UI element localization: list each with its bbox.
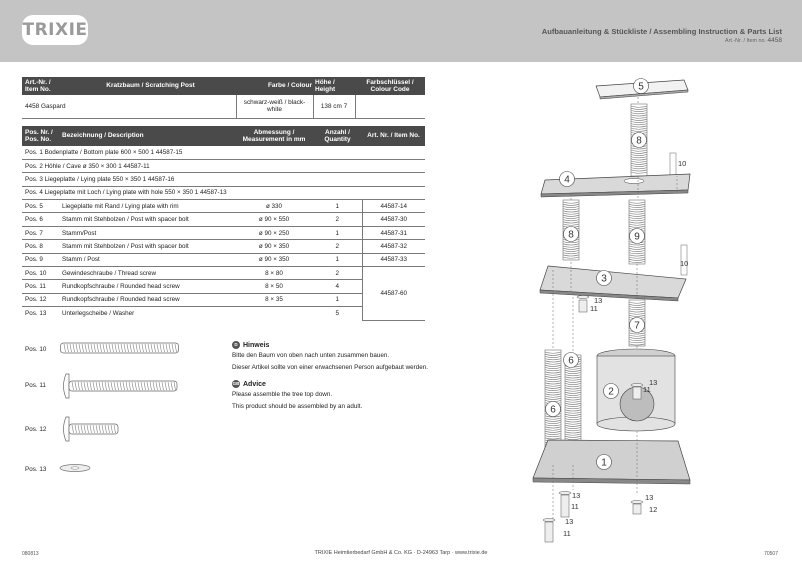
cell-pos: Pos. 13 [25,310,47,318]
label-10b: 10 [680,259,689,268]
cell-pos: Pos. 10 [22,267,59,280]
col-description: Bezeichnung / Description [59,126,235,146]
label-13c: 13 [572,491,581,500]
cell-desc: Stamm mit Stehbolzen / Post with spacer bolt [59,240,235,253]
footer-company: TRIXIE Heimtierbedarf GmbH & Co. KG · D-24963 Tarp · www.trixie.de [314,550,488,556]
callout-5: 5 [638,81,644,93]
cell-dim: ø 90 × 550 [235,213,313,226]
merged-row: Pos. 4 Liegeplatte mit Loch / Lying plate with hole 550 × 350 1 44587-13 [22,186,425,199]
cell-desc: Stamm/Post [59,226,235,239]
cell-item: 44587-32 [362,240,425,253]
cell-qty: 2 [313,213,362,226]
merged-row: Pos. 1 Bodenplatte / Bottom plate 600 × 500 1 44587-15 [22,146,425,159]
item-height: 138 cm 7 [313,95,355,118]
advice-line-2: This product should be assembled by an adult. [232,403,363,410]
table-row [22,240,425,253]
cell-item: 44587-30 [362,213,425,226]
table-row [22,213,425,226]
cell-desc: Liegeplatte mit Rand / Lying plate with rim [59,200,235,213]
merged-row: Pos. 2 Höhle / Cave ø 350 × 300 1 44587-11 [22,159,425,172]
hinweis-label: Hinweis [243,341,270,349]
hinweis-line-1: Bitte den Baum von oben nach unten zusammen bauen. [232,352,390,359]
label-11c: 11 [571,502,579,511]
label-11a: 11 [590,304,598,313]
washer-icon [58,463,92,473]
cell-dim: ø 90 × 250 [235,226,313,239]
callout-4: 4 [564,174,570,186]
callout-3: 3 [601,273,607,285]
col-scratching-post: Kratzbaum / Scratching Post [65,77,236,95]
cell-qty: 1 [313,293,362,306]
cell-desc: Gewindeschraube / Thread screw [59,267,235,280]
cell-item: 44587-31 [362,226,425,239]
table-row [22,200,425,213]
col-art-no: Art.-Nr. / Item No. [22,77,65,95]
cell-qty: 1 [313,200,362,213]
cell-dim: 8 × 50 [235,280,313,293]
cell-item-merged: 44587-60 [362,267,425,321]
lying-plate-part [540,266,686,301]
advice-title [232,380,266,388]
cell-pos: Pos. 11 [22,280,59,293]
item-colour-code [355,95,425,118]
header-bar [0,0,802,62]
callout-1: 1 [601,457,607,469]
footer-code-right: 70507 [764,551,778,557]
item-name: 4458 Gaspard [22,95,236,118]
hinweis-title [232,341,269,349]
cell-dim [235,307,313,320]
parts-table-header [22,126,425,146]
cell-dim: ø 90 × 350 [235,253,313,266]
hardware-label-pos13: Pos. 13 [25,466,47,473]
callout-6a: 6 [568,355,574,367]
table-row [22,186,425,199]
label-13d: 13 [645,493,654,502]
label-10a: 10 [678,159,687,168]
cell-pos: Pos. 12 [22,293,59,306]
hardware-label-pos10: Pos. 10 [25,346,47,353]
col-measurement: Abmessung / Measurement in mm [235,126,313,146]
col-colour: Farbe / Colour [236,77,313,95]
cell-pos: Pos. 8 [22,240,59,253]
hardware-label-pos12: Pos. 12 [25,426,47,433]
assembly-diagram [520,70,802,545]
footer-code-left: 080813 [22,551,39,557]
cell-item: 44587-33 [362,253,425,266]
callout-6b: 6 [550,404,556,416]
cell-dim: 8 × 80 [235,267,313,280]
cell-pos: Pos. 5 [22,200,59,213]
cell-pos: Pos. 9 [22,253,59,266]
col-quantity: Anzahl / Quantity [313,126,362,146]
advice-label: Advice [243,380,266,388]
item-colour: schwarz-weiß / black-white [236,95,313,118]
label-13b: 13 [649,378,658,387]
art-number: 4458 [767,37,782,44]
cell-dim: ø 90 × 350 [235,240,313,253]
parts-table [22,126,425,321]
cell-qty: 4 [313,280,362,293]
cell-desc: Unterlegscheibe / Washer [62,310,135,318]
callout-8a: 8 [636,135,642,147]
rounded-screw-short-icon [60,416,120,442]
document-title: Aufbauanleitung & Stückliste / Assembling Instruction & Parts List [541,27,782,36]
uk-flag-icon: GB [232,381,240,386]
table-row [22,173,425,186]
label-13e: 13 [565,517,574,526]
col-height: Höhe / Height [313,77,355,95]
cell-desc: Stamm mit Stehbolzen / Post with spacer bolt [59,213,235,226]
article-number [725,37,782,44]
cell-desc: Stamm / Post [59,253,235,266]
art-label: Art.-Nr. / Item no. [724,38,767,44]
brand-name: TRIXIE [22,20,88,40]
label-11d: 11 [563,529,571,538]
cell-desc: Rundkopfschraube / Rounded head screw [59,293,235,306]
table-row [22,159,425,172]
col-item-no: Art. Nr. / Item No. [362,126,425,146]
cell-desc: Rundkopfschraube / Rounded head screw [59,280,235,293]
german-flag-icon: D [232,341,240,349]
thread-screw-icon [60,341,180,355]
cell-dim: 8 × 35 [235,293,313,306]
advice-line-1: Please assemble the tree top down. [232,391,333,398]
label-11b: 11 [643,385,651,394]
table-row [22,267,425,280]
table-row [22,226,425,239]
callout-7: 7 [634,320,640,332]
table-row [22,146,425,159]
cell-item: 44587-14 [362,200,425,213]
label-13a: 13 [594,296,603,305]
item-table [22,77,425,119]
cell-qty: 1 [313,253,362,266]
cell-qty: 5 [335,310,339,318]
hinweis-line-2: Dieser Artikel sollte von einer erwachsenen Person aufgebaut werden. [232,364,429,371]
hardware-label-pos11: Pos. 11 [25,382,46,389]
cell-pos: Pos. 7 [22,226,59,239]
col-pos: Pos. Nr. / Pos. No. [22,126,59,146]
table-row [22,253,425,266]
rounded-screw-long-icon [60,373,180,399]
trixie-logo [22,15,88,45]
cell-qty: 2 [313,240,362,253]
item-table-row [22,95,425,118]
merged-row: Pos. 3 Liegeplatte / Lying plate 550 × 350 1 44587-16 [22,173,425,186]
item-table-header [22,77,425,95]
callout-2: 2 [608,386,614,398]
callout-9: 9 [634,231,640,243]
cell-qty: 1 [313,226,362,239]
callout-8b: 8 [568,229,574,241]
col-colour-code: Farbschlüssel / Colour Code [355,77,425,95]
label-12: 12 [649,505,658,514]
cell-pos: Pos. 6 [22,213,59,226]
cell-dim: ø 330 [235,200,313,213]
cell-qty: 2 [313,267,362,280]
